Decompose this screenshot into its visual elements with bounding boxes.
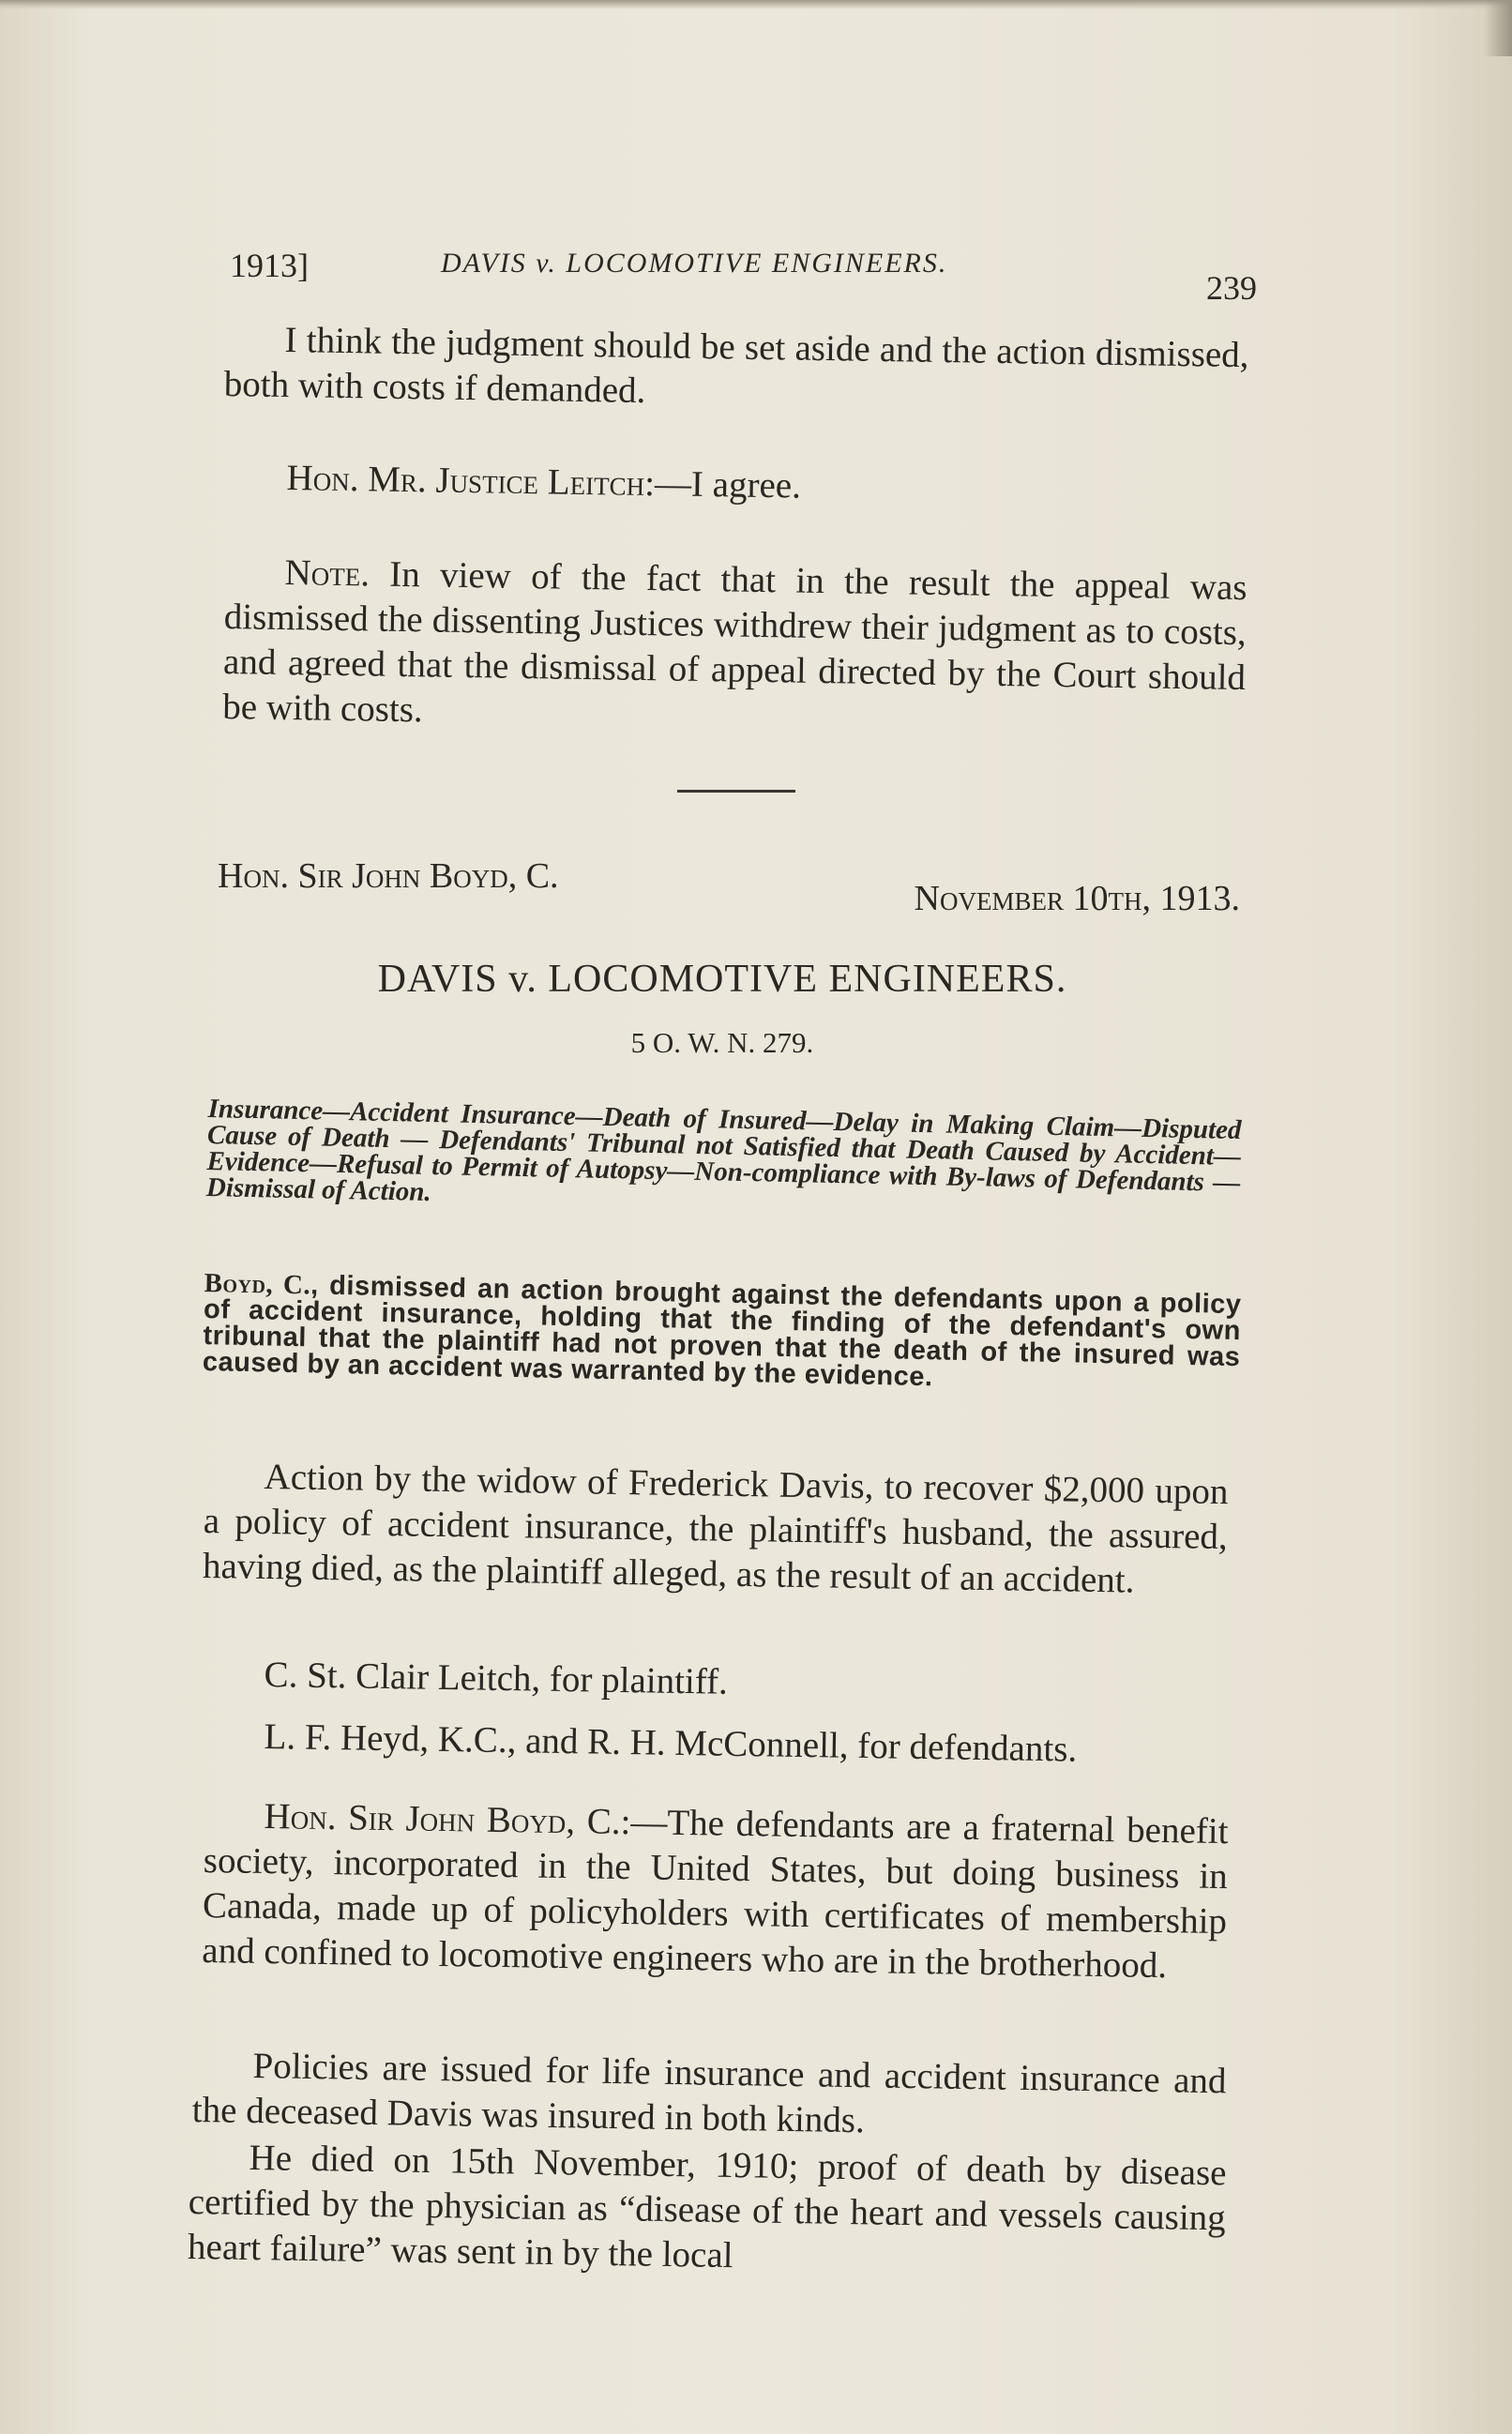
concurrence-text: :—I agree.	[643, 462, 802, 506]
concurrence-judge: Hon. Mr. Justice Leitch	[286, 457, 645, 504]
counsel-plaintiff: C. St. Clair Leitch, for plaintiff.	[264, 1654, 729, 1702]
case-summary	[203, 1270, 1242, 1397]
judgment-paragraph-2: Policies are issued for life insurance and accident insurance and the deceased Davis was insured in both kinds.	[191, 2046, 1227, 2141]
note-label: Note.	[284, 552, 370, 595]
running-head-year: 1913]	[230, 247, 309, 284]
case-header	[218, 855, 1240, 918]
summary-text: , dismissed an action brought against the defendants upon a policy of accident insurance, holding that the finding of the defendant's own tribunal that the plaintiff had not proven that the death of the insured was caused by an accident was warranted by the evidence.	[202, 1270, 1242, 1393]
opening-paragraph: I think the judgment should be set aside and the action dismissed, both with costs if demanded.	[223, 320, 1249, 412]
judgment-text-1: :—The defendants are a fraternal benefit society, incorporated in the United States, but doing business in Canada, made up of policyholders with certificates of membership and confined to locomotive engineers who are in the brotherhood.	[202, 1801, 1229, 1987]
headnote: Insurance—Accident Insurance—Death of Insured—Delay in Making Claim—Disputed Cause of Death — Defendants' Tribunal not Satisfied that Death Caused by Accident—Evidence—Refusal to Permit of Autopsy—Non-compliance with By-laws of Defendants —Dismissal of Action.	[205, 1094, 1242, 1207]
concurrence	[286, 456, 1225, 516]
running-head-title: DAVIS v. LOCOMOTIVE ENGINEERS.	[441, 248, 948, 279]
judgment-paragraph-3: He died on 15th November, 1910; proof of death by disease certified by the physician as “disease of the heart and vessels causing heart failure” was sent in by the local	[187, 2138, 1227, 2276]
case-date: November 10th, 1913.	[914, 879, 1240, 918]
case-citation: 5 O. W. N. 279.	[630, 1026, 814, 1059]
page-top-edge	[0, 0, 1512, 9]
running-head	[230, 246, 1257, 307]
note-text: In view of the fact that in the result the appeal was dismissed the dissenting Justices withdrew their judgment as to costs, and agreed that the dismissal of appeal directed by the Court should be with costs.	[222, 553, 1247, 731]
note-paragraph	[222, 550, 1247, 746]
judgment-paragraph-1	[202, 1793, 1229, 1989]
summary-judge: Boyd, C.	[204, 1268, 311, 1301]
counsel-defendants: L. F. Heyd, K.C., and R. H. McConnell, for defendants.	[264, 1716, 1078, 1770]
judgment-judge: Hon. Sir John Boyd, C.	[264, 1796, 621, 1842]
section-divider	[677, 790, 795, 793]
case-judge: Hon. Sir John Boyd, C.	[218, 856, 559, 896]
case-title: DAVIS v. LOCOMOTIVE ENGINEERS.	[377, 958, 1067, 1001]
page-number: 239	[1206, 269, 1257, 307]
action-paragraph: Action by the widow of Frederick Davis, to recover $2,000 upon a policy of accident insurance, the plaintiff's husband, the assured, having died, as the plaintiff alleged, as the result of an accident.	[202, 1457, 1229, 1601]
page-right-edge	[1484, 0, 1512, 56]
